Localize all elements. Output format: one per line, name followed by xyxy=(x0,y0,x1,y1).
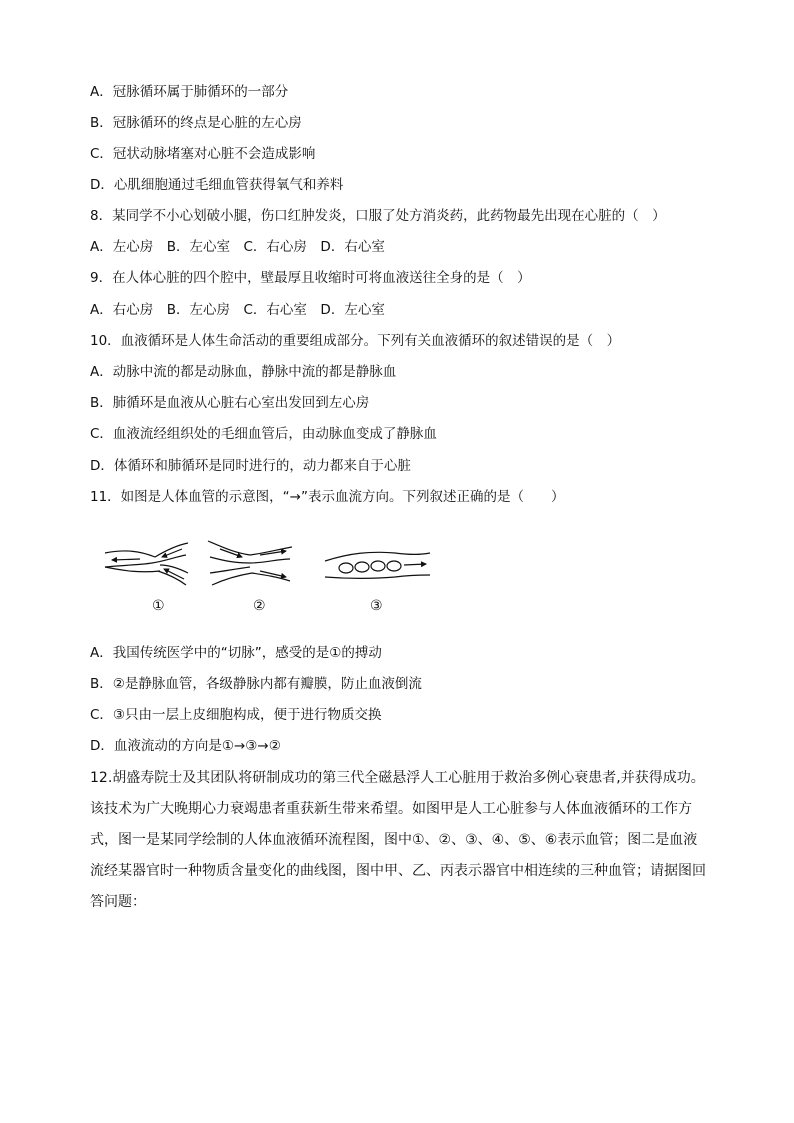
blood-vessel-figure xyxy=(100,535,440,625)
q10-option-b: B．肺循环是血液从心脏右心室出发回到左心房 xyxy=(90,395,370,411)
q7-option-a: A．冠脉循环属于肺循环的一部分 xyxy=(90,84,289,100)
q11-stem: 11．如图是人体血管的示意图，“→”表示血流方向。下列叙述正确的是（ ） xyxy=(90,489,565,505)
vessel-2-vein xyxy=(208,541,292,585)
q7-option-b: B．冠脉循环的终点是心脏的左心房 xyxy=(90,115,302,131)
q10-option-a: A．动脉中流的都是动脉血，静脉中流的都是静脉血 xyxy=(90,364,397,380)
q11-option-a: A．我国传统医学中的“切脉”，感受的是①的搏动 xyxy=(90,645,382,661)
q9-stem: 9．在人体心脏的四个腔中，壁最厚且收缩时可将血液送往全身的是（ ） xyxy=(90,270,531,286)
q11-option-b: B．②是静脉血管，各级静脉内都有瓣膜，防止血液倒流 xyxy=(90,676,422,692)
vessel-3-capillary xyxy=(325,552,430,578)
q11-option-c: C．③只由一层上皮细胞构成，便于进行物质交换 xyxy=(90,707,382,723)
vessel-1-artery xyxy=(105,543,188,585)
q8-stem: 8．某同学不小心划破小腿，伤口红肿发炎，口服了处方消炎药，此药物最先出现在心脏的（ ） xyxy=(90,208,666,224)
q9-options: A．右心房 B．左心房 C．右心室 D．左心室 xyxy=(90,302,385,318)
q10-option-c: C．血液流经组织处的毛细血管后，由动脉血变成了静脉血 xyxy=(90,426,437,442)
q10-stem: 10．血液循环是人体生命活动的重要组成部分。下列有关血液循环的叙述错误的是（ ） xyxy=(90,333,621,349)
q10-option-d: D．体循环和肺循环是同时进行的，动力都来自于心脏 xyxy=(90,458,411,474)
q8-options: A．左心房 B．左心室 C．右心房 D．右心室 xyxy=(90,239,385,255)
figure-label-1: ① xyxy=(152,598,165,614)
q7-option-d: D．心肌细胞通过毛细血管获得氧气和养料 xyxy=(90,177,344,193)
figure-label-3: ③ xyxy=(370,598,383,614)
q7-option-c: C．冠状动脉堵塞对心脏不会造成影响 xyxy=(90,146,316,162)
q11-option-d: D．血液流动的方向是①→③→② xyxy=(90,738,281,754)
q12-text: 12.胡盛寿院士及其团队将研制成功的第三代全磁悬浮人工心脏用于救治多例心衰患者,并获得成功。该技术为广大晚期心力衰竭患者重获新生带来希望。如图甲是人工心脏参与人体血液循环的工作方式，图一是某同学绘制的人体血液循环流程图，图中①、②、③、④、⑤、⑥表示血管；图二是血液流经某器官时一种物质含量变化的曲线图，图中甲、乙、丙表示器官中相连续的三种血管；请据图回答问题： xyxy=(90,770,706,910)
figure-label-2: ② xyxy=(253,598,266,614)
